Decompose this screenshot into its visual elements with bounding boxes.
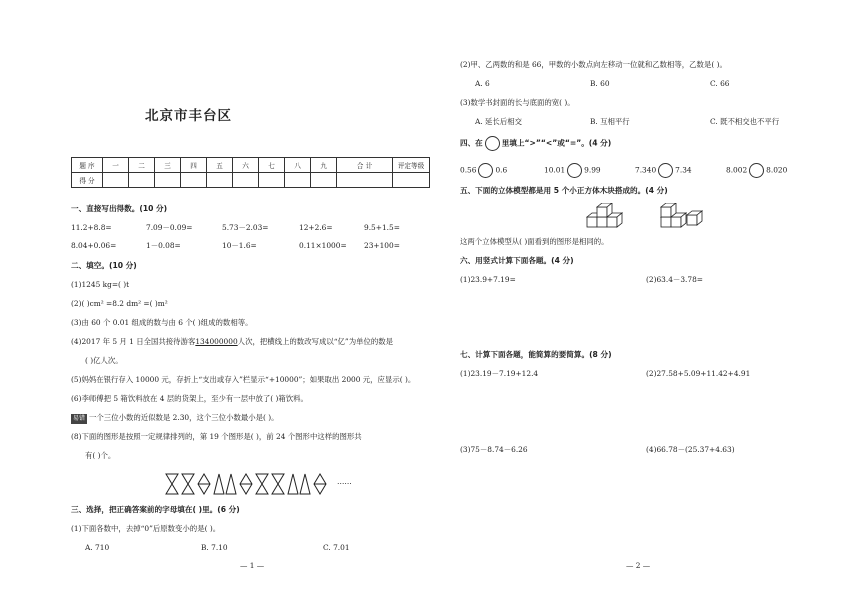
compare-left: 0.56 xyxy=(460,165,477,175)
calc-item: 12+2.6= xyxy=(299,223,333,232)
score-input-cell[interactable] xyxy=(181,173,207,188)
calc-item: 1－0.08= xyxy=(146,241,181,250)
section3-heading: 三、选择，把正确答案前的字母填在( )里。(6 分) xyxy=(71,505,240,514)
diamond-shape xyxy=(198,474,210,494)
vertical-calc-2: (2)63.4－3.78= xyxy=(646,275,703,284)
choice-question-2: (2)甲、乙两数的和是 66，甲数的小数点向左移动一位就和乙数相等，乙数是( )。 xyxy=(460,60,727,69)
compare-circle-input[interactable] xyxy=(478,163,493,178)
compare-left: 10.01 xyxy=(544,165,566,175)
fill-question-4-line2: ( )亿人次。 xyxy=(85,356,123,365)
compare-circle-input[interactable] xyxy=(567,163,582,178)
fill-question-8-line2: 有( )个。 xyxy=(85,451,116,460)
fill-question-6: (6)李师傅把 5 箱饮料放在 4 层的货架上，至少有一层中放了( )箱饮料。 xyxy=(71,394,308,403)
q4-underlined-number: 134000000 xyxy=(195,337,238,346)
simplify-calc-2: (2)27.58+5.09+11.42+4.91 xyxy=(646,369,751,378)
calc-item: 8.04+0.06= xyxy=(71,241,117,250)
calc-item: 7.09－0.09= xyxy=(146,223,193,232)
section5-question: 这两个立体模型从( )面看到的图形是相同的。 xyxy=(460,237,609,246)
score-input-cell[interactable] xyxy=(155,173,181,188)
compare-circle-input[interactable] xyxy=(749,163,764,178)
compare-item xyxy=(460,163,507,178)
calc-item: 10－1.6= xyxy=(222,241,257,250)
score-cell: 题 序 xyxy=(72,158,103,173)
score-cell: 一 xyxy=(103,158,129,173)
score-input-cell[interactable] xyxy=(393,173,430,188)
fill-question-4 xyxy=(71,337,393,347)
page-left xyxy=(0,0,430,609)
choice-option: B. 60 xyxy=(590,79,610,88)
score-cell: 四 xyxy=(181,158,207,173)
q7-text: 一个三位小数的近似数是 2.30，这个三位小数最小是( )。 xyxy=(89,413,279,422)
score-cell: 八 xyxy=(285,158,311,173)
choice-option: C. 7.01 xyxy=(323,543,350,552)
section4-heading xyxy=(460,136,611,151)
score-row-label: 得 分 xyxy=(72,173,103,188)
score-table xyxy=(71,157,430,188)
score-cell: 五 xyxy=(207,158,233,173)
score-cell: 二 xyxy=(129,158,155,173)
hourglass-shape xyxy=(166,474,178,494)
score-input-cell[interactable] xyxy=(129,173,155,188)
hourglass-shape xyxy=(182,474,194,494)
score-cell: 三 xyxy=(155,158,181,173)
score-input-cell[interactable] xyxy=(103,173,129,188)
calc-item: 23+100= xyxy=(364,241,400,250)
page-right xyxy=(430,0,861,609)
fill-question-1: (1)1245 kg=( )t xyxy=(71,280,130,289)
diamond-shape xyxy=(240,474,252,494)
compare-item xyxy=(635,163,692,178)
q4-text-pre: (4)2017 年 5 月 1 日全国共接待游客 xyxy=(71,337,196,346)
calc-item: 5.73－2.03= xyxy=(222,223,269,232)
choice-question-1: (1)下面各数中，去掉“0”后原数变小的是( )。 xyxy=(71,524,221,533)
compare-right: 0.6 xyxy=(495,165,508,175)
score-cell: 九 xyxy=(311,158,337,173)
score-input-cell[interactable] xyxy=(233,173,259,188)
choice-option: B. 互相平行 xyxy=(590,117,630,126)
diamond-shape xyxy=(314,474,326,494)
compare-right: 8.020 xyxy=(766,165,788,175)
hourglass-shape xyxy=(272,474,284,494)
section1-heading: 一、直接写出得数。(10 分) xyxy=(71,204,168,213)
section4-heading-pre: 四、在 xyxy=(460,138,483,148)
simplify-calc-3: (3)75－8.74－6.26 xyxy=(460,445,528,454)
fill-question-8: (8)下面的图形是按照一定规律排列的，第 19 个图形是( )，前 24 个图形中这样的图形共 xyxy=(71,432,362,441)
compare-left: 8.002 xyxy=(726,165,748,175)
fill-question-3: (3)由 60 个 0.01 组成的数与由 6 个( )组成的数相等。 xyxy=(71,318,253,327)
fill-question-7 xyxy=(71,413,279,424)
fill-question-2: (2)( )cm² =8.2 dm² =( )m² xyxy=(71,299,168,308)
score-table-score-row xyxy=(72,173,430,188)
compare-item xyxy=(544,163,601,178)
score-cell: 六 xyxy=(233,158,259,173)
score-input-cell[interactable] xyxy=(311,173,337,188)
compare-item xyxy=(726,163,787,178)
page-title: 北京市丰台区 xyxy=(145,108,232,124)
calc-item: 11.2+8.8= xyxy=(71,223,112,232)
calc-item: 0.11×1000= xyxy=(299,241,347,250)
compare-left: 7.340 xyxy=(635,165,657,175)
triangle-shape xyxy=(214,474,224,494)
choice-option: B. 7.10 xyxy=(201,543,228,552)
score-cell: 评定等级 xyxy=(393,158,430,173)
page-number-right: — 2 — xyxy=(626,561,651,570)
vertical-calc-1: (1)23.9+7.19= xyxy=(460,275,516,284)
pattern-ellipsis: …… xyxy=(337,477,352,486)
score-input-cell[interactable] xyxy=(207,173,233,188)
triangle-shape xyxy=(226,474,236,494)
section7-heading: 七、计算下面各题，能简算的要简算。(8 分) xyxy=(460,350,612,359)
compare-right: 9.99 xyxy=(584,165,601,175)
choice-option: C. 66 xyxy=(710,79,730,88)
choice-option: A. 6 xyxy=(475,79,490,88)
score-input-cell[interactable] xyxy=(259,173,285,188)
pattern-figure xyxy=(164,472,334,496)
score-cell: 合 计 xyxy=(337,158,393,173)
triangle-shape xyxy=(288,474,298,494)
score-input-cell[interactable] xyxy=(285,173,311,188)
error-prone-badge: 易错 xyxy=(73,415,86,422)
score-cell: 七 xyxy=(259,158,285,173)
cube-model-2 xyxy=(657,203,707,229)
score-table-header-row xyxy=(72,158,430,173)
triangle-shape xyxy=(300,474,310,494)
section4-heading-post: 里填上“>”“<”或“=”。(4 分) xyxy=(501,138,612,148)
simplify-calc-4: (4)66.78－(25.37+4.63) xyxy=(646,445,735,454)
cube-model-1 xyxy=(583,203,633,229)
compare-circle-input[interactable] xyxy=(658,163,673,178)
section2-heading: 二、填空。(10 分) xyxy=(71,261,137,270)
circle-icon xyxy=(485,136,500,151)
compare-right: 7.34 xyxy=(675,165,692,175)
page-number-left: — 1 — xyxy=(240,561,265,570)
simplify-calc-1: (1)23.19－7.19+12.4 xyxy=(460,369,539,378)
choice-option: C. 既不相交也不平行 xyxy=(710,117,780,126)
section5-heading: 五、下面的立体模型都是用 5 个小正方体木块搭成的。(4 分) xyxy=(460,186,668,195)
choice-question-3: (3)数学书封面的长与底面的宽( )。 xyxy=(460,98,575,107)
hourglass-shape xyxy=(256,474,268,494)
choice-option: A. 延长后相交 xyxy=(475,117,522,126)
choice-option: A. 710 xyxy=(85,543,110,552)
fill-question-5: (5)妈妈在银行存入 10000 元，存折上“支出或存入”栏显示“+10000”；如果取出 2000 元，应显示( )。 xyxy=(71,375,416,384)
calc-item: 9.5+1.5= xyxy=(364,223,400,232)
q4-text-post: 人次，把横线上的数改写成以“亿”为单位的数是 xyxy=(237,337,394,346)
score-input-cell[interactable] xyxy=(337,173,393,188)
section6-heading: 六、用竖式计算下面各题。(4 分) xyxy=(460,256,574,265)
